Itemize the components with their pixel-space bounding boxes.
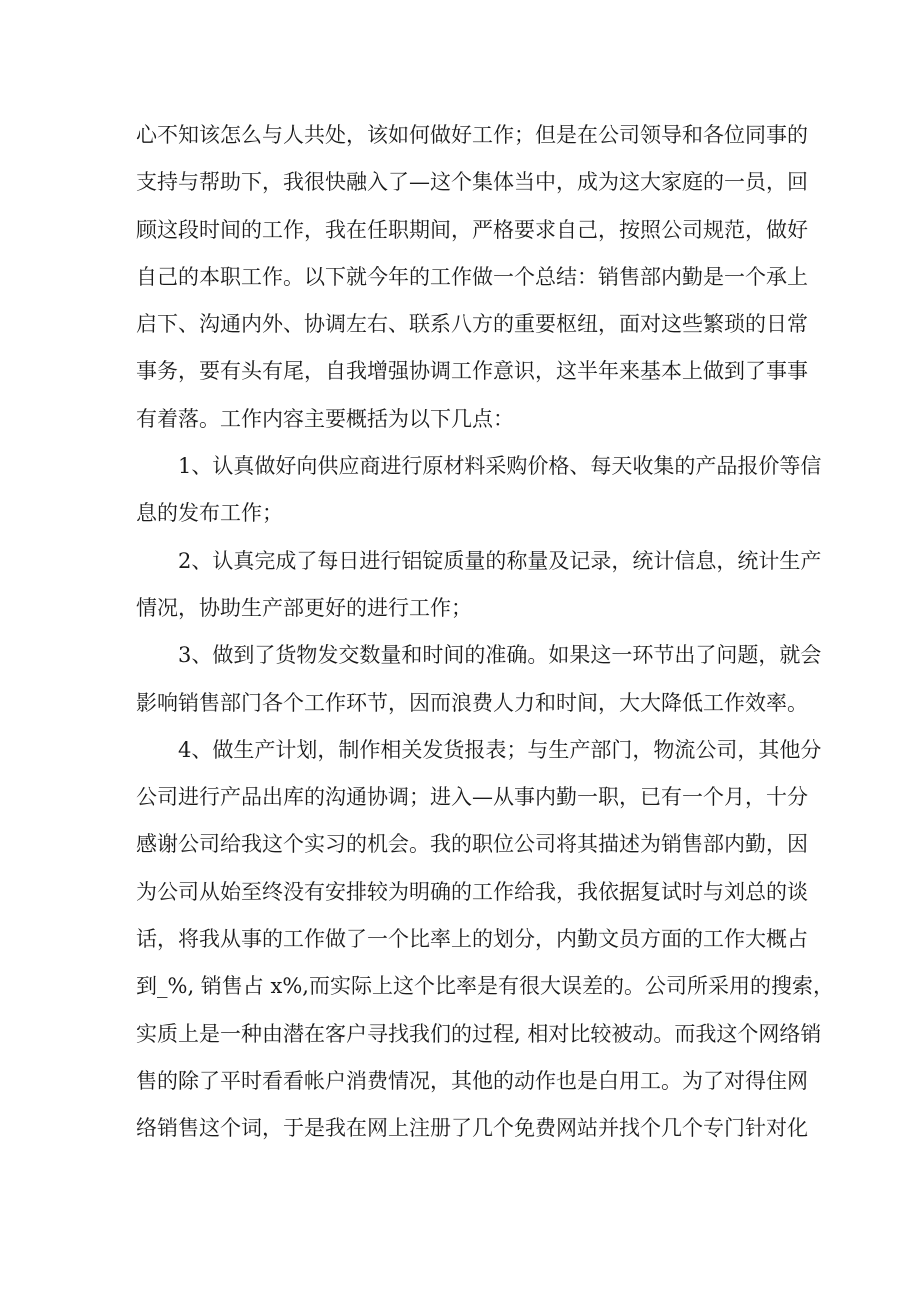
text-line: 顾这段时间的工作，我在任职期间，严格要求自己，按照公司规范，做好 (136, 217, 808, 242)
paragraph-item-3 (136, 632, 822, 727)
text-line: 到_%, 销售占 x%,而实际上这个比率是有很大误差的。公司所采用的搜索， (136, 974, 834, 999)
paragraph-item-2 (136, 538, 822, 633)
paragraph-item-4 (136, 727, 834, 1153)
text-line: 心不知该怎么与人共处，该如何做好工作；但是在公司领导和各位同事的 (136, 123, 808, 147)
paragraph-item-1 (136, 443, 822, 538)
text-line: 1、认真做好向供应商进行原材料采购价格、每天收集的产品报价等信 (178, 454, 822, 479)
text-line: 息的发布工作； (136, 501, 283, 526)
text-line: 事务，要有头有尾，自我增强协调工作意识，这半年来基本上做到了事事 (136, 359, 808, 384)
text-line: 售的除了平时看看帐户消费情况，其他的动作也是白用工。为了对得住网 (136, 1068, 808, 1093)
text-line: 启下、沟通内外、协调左右、联系八方的重要枢纽，面对这些繁琐的日常 (136, 312, 808, 337)
text-line: 影响销售部门各个工作环节，因而浪费人力和时间，大大降低工作效率。 (136, 690, 808, 715)
text-line: 4、做生产计划，制作相关发货报表；与生产部门，物流公司，其他分 (178, 737, 822, 762)
text-line: 情况，协助生产部更好的进行工作； (136, 595, 472, 620)
text-line: 实质上是一种由潜在客户寻找我们的过程, 相对比较被动。而我这个网络销 (136, 1021, 822, 1046)
text-line: 3、做到了货物发交数量和时间的准确。如果这一环节出了问题，就会 (178, 643, 822, 668)
text-line: 支持与帮助下，我很快融入了—这个集体当中，成为这大家庭的一员，回 (136, 170, 808, 195)
text-line: 为公司从始至终没有安排较为明确的工作给我，我依据复试时与刘总的谈 (136, 879, 808, 904)
text-line: 络销售这个词，于是我在网上注册了几个免费网站并找个几个专门针对化 (136, 1116, 808, 1141)
text-line: 公司进行产品出库的沟通协调；进入—从事内勤一职，已有一个月，十分 (136, 785, 808, 810)
text-line: 2、认真完成了每日进行铝锭质量的称量及记录，统计信息，统计生产 (178, 548, 822, 573)
text-line: 自己的本职工作。以下就今年的工作做一个总结：销售部内勤是一个承上 (136, 264, 808, 289)
paragraph-1 (136, 112, 808, 443)
text-line: 有着落。工作内容主要概括为以下几点： (136, 406, 514, 431)
text-line: 感谢公司给我这个实习的机会。我的职位公司将其描述为销售部内勤，因 (136, 832, 808, 857)
text-line: 话，将我从事的工作做了一个比率上的划分，内勤文员方面的工作大概占 (136, 927, 808, 952)
document-page (136, 112, 834, 1153)
